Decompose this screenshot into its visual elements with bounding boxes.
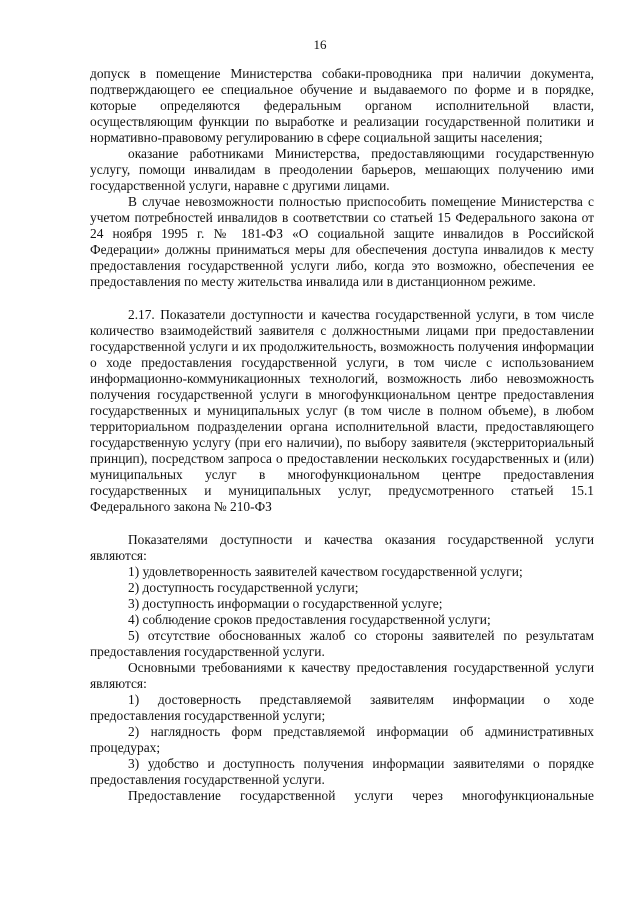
- section-spacer: [90, 290, 594, 307]
- paragraph-staff-assistance: оказание работниками Министерства, предоставляющими государственную услугу, помощи инвалидам в преодолении барьеров, мешающих получению ими государственной услуги, наравне с другими лицами.: [90, 146, 594, 193]
- list-item-requirement-3: 3) удобство и доступность получения информации заявителями о порядке предоставления государственной услуги.: [90, 756, 594, 787]
- list-item-indicator-4: 4) соблюдение сроков предоставления государственной услуги;: [128, 612, 491, 627]
- paragraph-indicators-intro: Показателями доступности и качества оказания государственной услуги являются:: [90, 532, 594, 563]
- list-item-requirement-1: 1) достоверность представляемой заявителям информации о ходе предоставления государственной услуги;: [90, 692, 594, 723]
- section-spacer: [90, 515, 594, 532]
- paragraph-quality-requirements-intro: Основными требованиями к качеству предоставления государственной услуги являются:: [90, 660, 594, 691]
- paragraph-premises-adaptation: В случае невозможности полностью приспособить помещение Министерства с учетом потребностей инвалидов в соответствии со статьей 15 Федерального закона от 24 ноября 1995 г. № 181-ФЗ «О социальной защите инвалидов в Российской Федерации» должны приниматься меры для обеспечения доступа инвалидов к месту предоставления государственной услуги либо, когда это возможно, обеспечения ее предоставления по месту жительства инвалида или в дистанционном режиме.: [90, 194, 594, 289]
- paragraph-section-2-17: 2.17. Показатели доступности и качества государственной услуги, в том числе количество взаимодействий заявителя с должностными лицами при предоставлении государственной услуги и их продолжительность, возможность получения информации о ходе предоставления государственной услуги, в том числе с использованием информационно-коммуникационных технологий, возможность либо невозможность получения государственной услуги в многофункциональном центре предоставления государственных и муниципальных услуг (в том числе в полном объеме), в любом территориальном подразделении органа исполнительной власти, предоставляющего государственную услугу (при его наличии), по выбору заявителя (экстерриториальный принцип), посредством запроса о предоставлении нескольких государственных и (или) муниципальных услуг в многофункциональном центре предоставления государственных и муниципальных услуг, предусмотренного статьей 15.1 Федерального закона № 210-ФЗ: [90, 307, 594, 514]
- list-item-indicator-1: 1) удовлетворенность заявителей качеством государственной услуги;: [128, 564, 523, 579]
- list-item-indicator-5: 5) отсутствие обоснованных жалоб со стороны заявителей по результатам предоставления государственной услуги.: [90, 628, 594, 659]
- page-number: 16: [313, 37, 327, 52]
- list-item-indicator-2: 2) доступность государственной услуги;: [128, 580, 359, 595]
- list-item-requirement-2: 2) наглядность форм представляемой информации об административных процедурах;: [90, 724, 594, 755]
- document-body: [90, 66, 594, 804]
- paragraph-guide-dog-access: допуск в помещение Министерства собаки-проводника при наличии документа, подтверждающего ее специальное обучение и выдаваемого по форме и в порядке, которые определяются федеральным органом исполнительной власти, осуществляющим функции по выработке и реализации государственной политики и нормативно-правовому регулированию в сфере социальной защиты населения;: [90, 66, 594, 145]
- paragraph-mfc-provision: Предоставление государственной услуги через многофункциональные: [128, 788, 594, 803]
- list-item-indicator-3: 3) доступность информации о государственной услуге;: [128, 596, 443, 611]
